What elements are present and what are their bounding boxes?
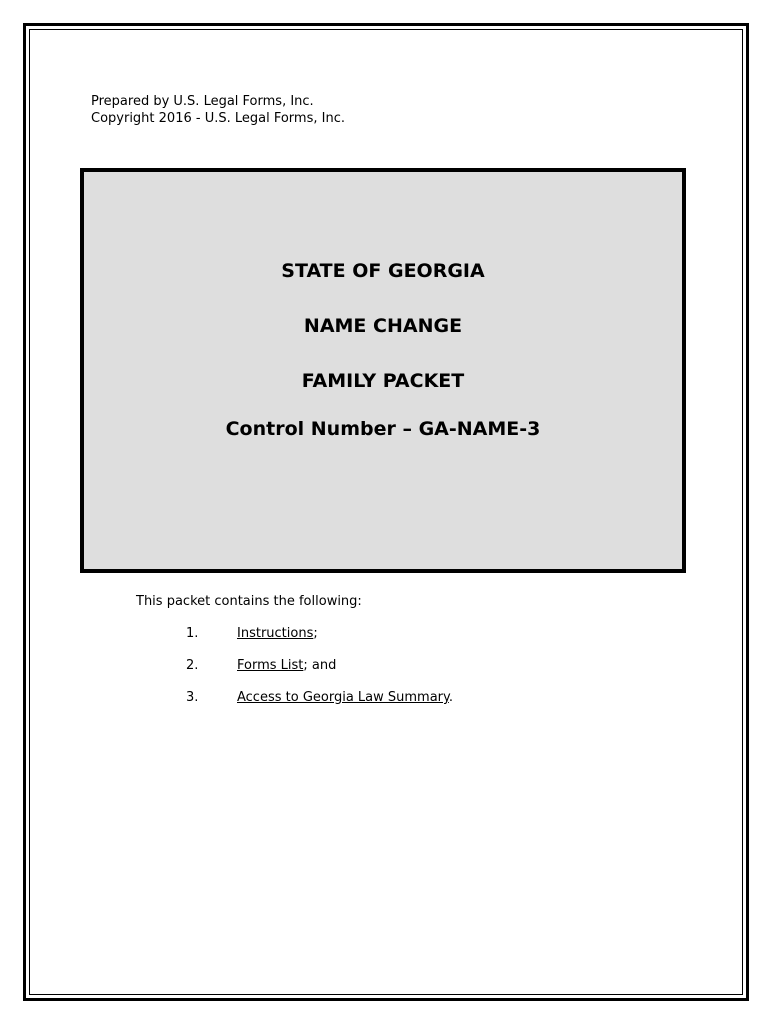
- control-number: Control Number – GA-NAME-3: [225, 418, 541, 440]
- preparer-block: [91, 93, 345, 127]
- forms-list-link[interactable]: Forms List: [237, 658, 304, 673]
- family-packet-title: FAMILY PACKET: [301, 370, 465, 392]
- law-summary-link[interactable]: Access to Georgia Law Summary: [237, 690, 449, 705]
- list-item: [186, 658, 336, 673]
- copyright-text: Copyright 2016 - U.S. Legal Forms, Inc.: [91, 111, 345, 126]
- list-item: [186, 690, 453, 705]
- contents-intro: This packet contains the following:: [136, 594, 362, 609]
- instructions-link[interactable]: Instructions: [237, 626, 314, 641]
- list-item-number: 3.: [186, 690, 199, 705]
- name-change-title: NAME CHANGE: [303, 315, 463, 337]
- list-item-suffix: ;: [313, 626, 318, 641]
- list-item-number: 2.: [186, 658, 199, 673]
- prepared-by-text: Prepared by U.S. Legal Forms, Inc.: [91, 94, 314, 109]
- list-item-suffix: ; and: [303, 658, 337, 673]
- list-item-number: 1.: [186, 626, 199, 641]
- list-item: [186, 626, 318, 641]
- state-title: STATE OF GEORGIA: [281, 260, 485, 282]
- list-item-suffix: .: [448, 690, 454, 705]
- title-box: [80, 168, 686, 573]
